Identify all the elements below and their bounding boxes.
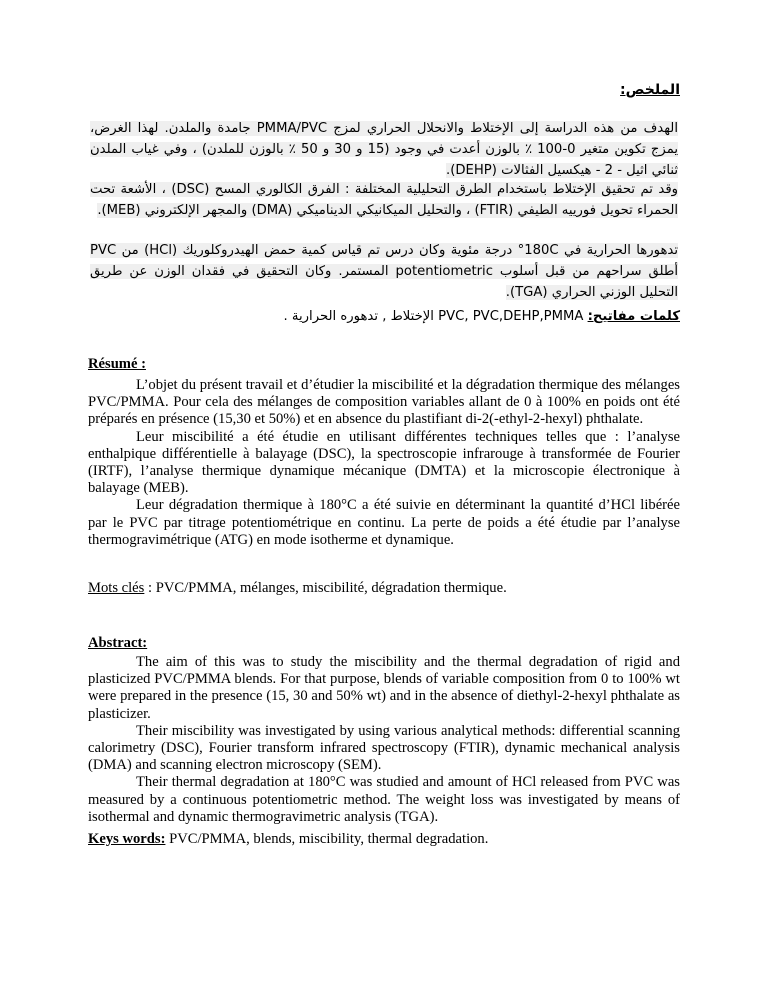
resume-paragraph-2: Leur miscibilité a été étudie en utilisant différentes techniques telles que : l’analyse enthalpique différentielle à balayage (DSC), la spectroscopie infrarouge à transformée de Fourier (IRTF), l’analyse thermique dynamique mécanique (DMTA) et la microscopie électronique à balayage (MEB). bbox=[88, 428, 680, 497]
resume-keywords-label: Mots clés bbox=[88, 580, 145, 596]
resume-heading: Résumé : bbox=[88, 356, 146, 372]
arabic-keywords-text: PVC, PVC,DEHP,PMMA الإختلاط , تدهوره الحرارية . bbox=[283, 309, 584, 324]
arabic-paragraph-1-text: الهدف من هذه الدراسة إلى الإختلاط والانحلال الحراري لمزج PMMA/PVC جامدة والملدن. لهذا الغرض، يمزج تكوين متغير 0-100 ٪ بالوزن أعدت في وجود (15 و 30 و 50 ٪ بالوزن للملدن) ، وفي غياب الملدن ثنائي اثيل - 2 - هيكسيل الفثالات (DEHP). bbox=[90, 121, 678, 178]
arabic-paragraph-3 bbox=[88, 240, 680, 303]
resume-body bbox=[88, 377, 680, 549]
abstract-paragraph-3: Their thermal degradation at 180°C was studied and amount of HCl released from PVC was measured by a continuous potentiometric method. The weight loss was investigated by means of isothermal and dynamic thermogravimetric analysis (TGA). bbox=[88, 774, 680, 825]
abstract-keywords-line bbox=[88, 831, 488, 848]
resume-keywords-line bbox=[88, 580, 507, 597]
abstract-heading: Abstract: bbox=[88, 635, 148, 651]
arabic-paragraph-3-text: تدهورها الحرارية في 180C° درجة مئوية وكان درس تم قياس كمية حمض الهيدروكلوريك (HCl) من PVC أطلق سراحهم من قبل أسلوب potentiometric المستمر. وكان التحقيق في فقدان الوزن عن طريق التحليل الوزني الحراري (TGA). bbox=[90, 243, 678, 300]
arabic-paragraph-2 bbox=[88, 179, 680, 221]
arabic-paragraph-1 bbox=[88, 118, 680, 181]
resume-paragraph-1: L’objet du présent travail et d’étudier la miscibilité et la dégradation thermique des mélanges PVC/PMMA. Pour cela des mélanges de composition variables allant de 0 à 100% en poids ont été préparés en présence (15,30 et 50%) et en absence du plastifiant di-2(-ethyl-2-hexyl) phthalate. bbox=[88, 377, 680, 428]
arabic-paragraph-2-text: وقد تم تحقيق الإختلاط باستخدام الطرق التحليلية المختلفة : الفرق الكالوري المسح (DSC) ، الأشعة تحت الحمراء تحويل فورييه الطيفي (FTIR) ، والتحليل الميكانيكي الديناميكي (DMA) والمجهر الإلكتروني (MEB). bbox=[90, 182, 678, 218]
resume-paragraph-3: Leur dégradation thermique à 180°C a été suivie en déterminant la quantité d’HCl libérée par le PVC par titrage potentiométrique en continu. La perte de poids a été étudie par l’analyse thermogravimétrique (ATG) en mode isotherme et dynamique. bbox=[88, 497, 680, 548]
abstract-body bbox=[88, 654, 680, 826]
arabic-keywords-label: كلمات مفاتيح: bbox=[587, 309, 680, 324]
abstract-paragraph-2: Their miscibility was investigated by using various analytical methods: differential scanning calorimetry (DSC), Fourier transform infrared spectroscopy (FTIR), dynamic mechanical analysis (DMA) and scanning electron microscopy (SEM). bbox=[88, 722, 680, 774]
arabic-summary-heading: الملخص: bbox=[620, 82, 680, 98]
abstract-keywords-text: PVC/PMMA, blends, miscibility, thermal degradation. bbox=[165, 831, 489, 847]
abstract-paragraph-1: The aim of this was to study the miscibility and the thermal degradation of rigid and plasticized PVC/PMMA blends. For that purpose, blends of variable composition from 0 to 100% wt were prepared in the presence (15, 30 and 50% wt) and in the absence of diethyl-2-hexyl phthalate as plasticizer. bbox=[88, 654, 680, 722]
resume-keywords-text: : PVC/PMMA, mélanges, miscibilité, dégradation thermique. bbox=[144, 580, 507, 596]
arabic-keywords-line bbox=[284, 309, 680, 324]
abstract-keywords-label: Keys words: bbox=[88, 831, 166, 847]
